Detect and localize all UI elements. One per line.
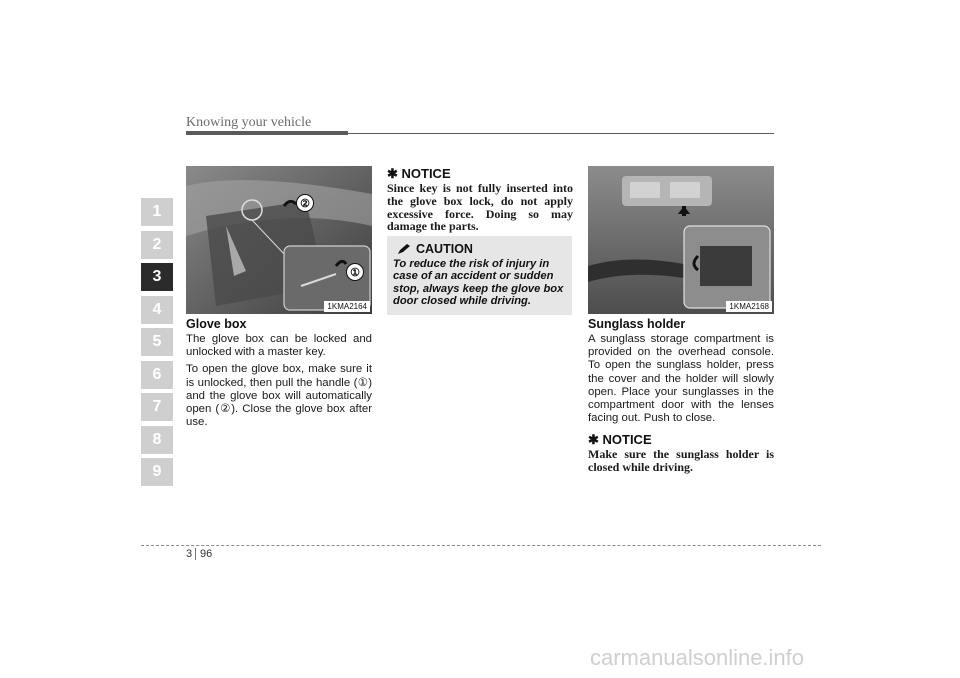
notice-heading-2: ✱ NOTICE — [588, 432, 652, 447]
pencil-icon — [397, 243, 411, 255]
watermark: carmanualsonline.info — [590, 645, 805, 670]
chapter-tab-1[interactable]: 1 — [141, 198, 173, 226]
chapter-tab-4[interactable]: 4 — [141, 296, 173, 324]
sunglass-holder-body — [588, 333, 774, 429]
footer-section-number: 3 — [186, 548, 193, 560]
photo-code: 1KMA2164 — [324, 301, 370, 312]
photo-code-2: 1KMA2168 — [726, 301, 772, 312]
glove-box-para-2: To open the glove box, make sure it is unlocked, then pull the handle (①) and the glove box will automatically open (②). Close the glove box after use. — [186, 363, 372, 429]
callout-1: ① — [346, 263, 364, 281]
glove-box-body — [186, 333, 372, 433]
notice-text: Since key is not fully inserted into the glove box lock, do not apply excessive force. Doing so may damage the parts. — [387, 181, 573, 234]
sunglass-holder-photo — [588, 166, 774, 314]
footer-page-number: 96 — [200, 548, 213, 560]
sunglass-holder-para-1: A sunglass storage compartment is provided on the overhead console. To open the sunglass holder, press the cover and the holder will slowly open. Place your sunglasses in the compartment door with the lenses facing out. Push to close. — [588, 333, 774, 425]
chapter-tab-3[interactable]: 3 — [141, 263, 173, 291]
callout-2: ② — [296, 194, 314, 212]
sunglass-holder-illustration — [588, 166, 774, 314]
chapter-tabs — [141, 198, 173, 491]
header-rule-thick — [186, 131, 348, 135]
footer-separator — [195, 548, 196, 560]
glove-box-illustration — [186, 166, 372, 314]
header-rule-thin — [348, 133, 774, 134]
notice-heading: ✱ NOTICE — [387, 166, 451, 181]
caution-title — [397, 242, 473, 256]
notice-text-2: Make sure the sunglass holder is closed while driving. — [588, 447, 774, 474]
chapter-tab-5[interactable]: 5 — [141, 328, 173, 356]
running-header-title: Knowing your vehicle — [186, 115, 312, 130]
caution-text: To reduce the risk of injury in case of an accident or sudden stop, always keep the glove box door closed while driving. — [393, 258, 564, 308]
glove-box-para-1: The glove box can be locked and unlocked with a master key. — [186, 333, 372, 359]
footer-rule — [141, 545, 821, 546]
sunglass-holder-heading: Sunglass holder — [588, 317, 686, 331]
chapter-tab-6[interactable]: 6 — [141, 361, 173, 389]
chapter-tab-8[interactable]: 8 — [141, 426, 173, 454]
chapter-tab-7[interactable]: 7 — [141, 393, 173, 421]
glove-box-heading: Glove box — [186, 317, 247, 331]
glove-box-photo — [186, 166, 372, 314]
caution-box — [387, 236, 572, 315]
chapter-tab-2[interactable]: 2 — [141, 231, 173, 259]
caution-title-label: CAUTION — [416, 242, 473, 256]
chapter-tab-9[interactable]: 9 — [141, 458, 173, 486]
